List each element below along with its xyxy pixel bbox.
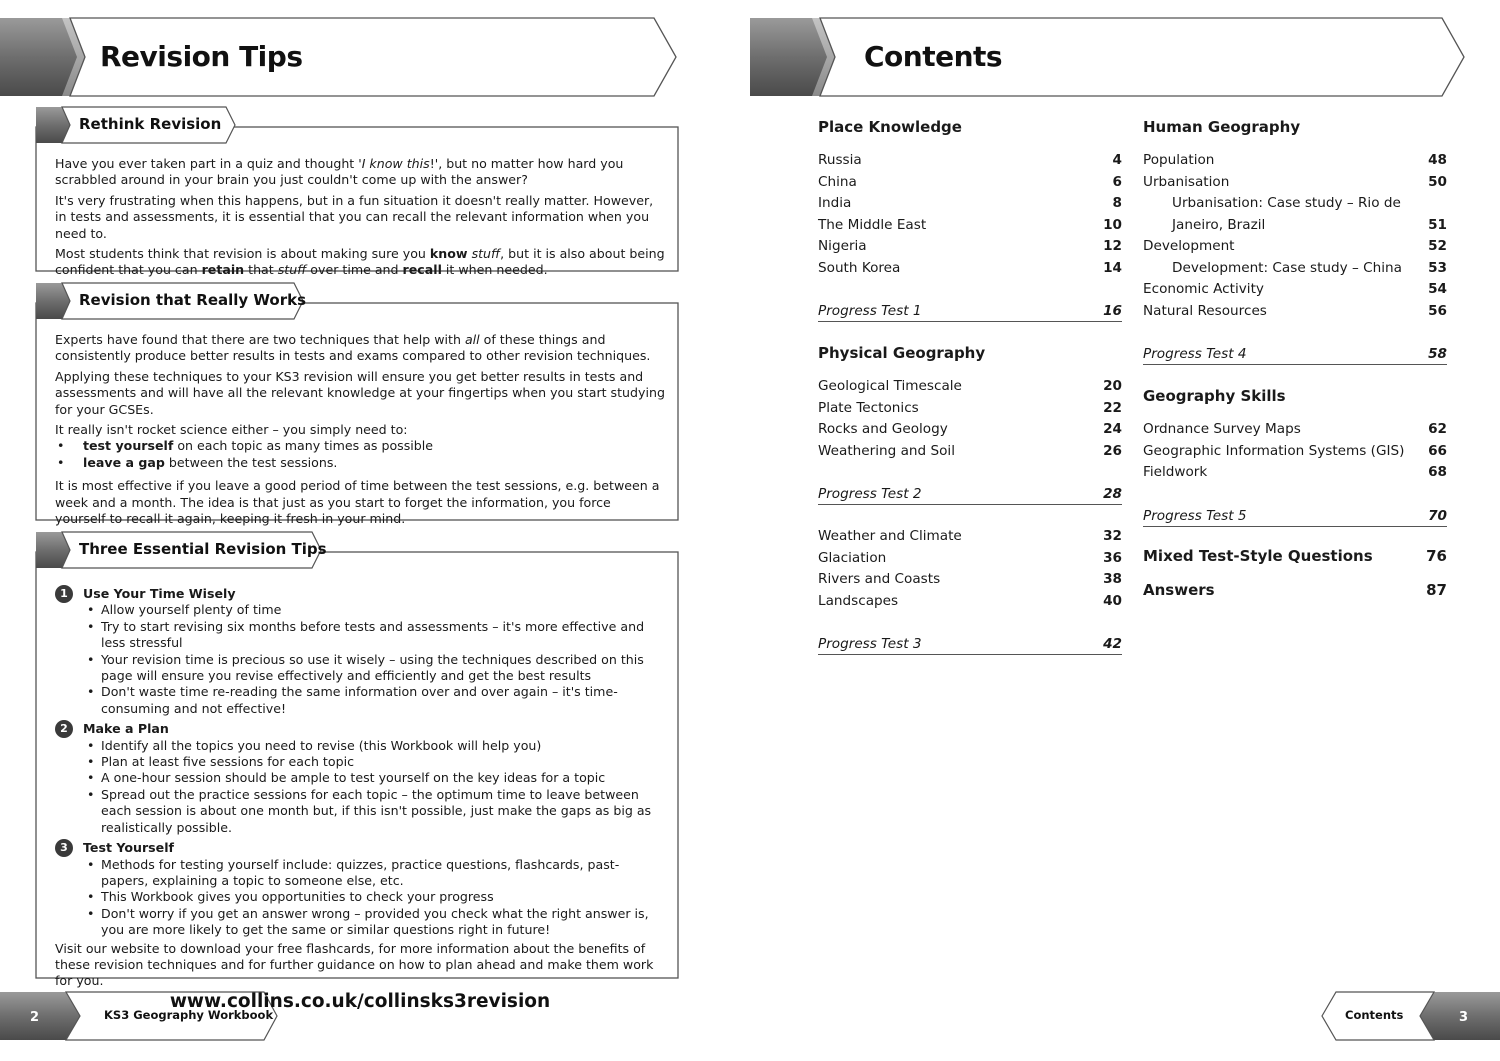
toc-entry[interactable]: Russia 4 bbox=[818, 152, 1122, 168]
toc-progress-test[interactable]: Progress Test 3 42 bbox=[818, 634, 1122, 655]
section-body-revision-that-works bbox=[55, 332, 665, 531]
list-item: • Don't waste time re-reading the same information over and over again – it's time-consuming and not effective! bbox=[83, 684, 665, 717]
toc-heading: Human Geography bbox=[1143, 118, 1301, 136]
list-item: • Methods for testing yourself include: quizzes, practice questions, flashcards, past-papers, explaining a topic to someone else, etc. bbox=[83, 857, 665, 890]
list-item: • Try to start revising six months before tests and assessments – it's more effective and less stressful bbox=[83, 619, 665, 652]
toc-entry[interactable]: India 8 bbox=[818, 195, 1122, 211]
toc-entry[interactable]: Janeiro, Brazil 51 bbox=[1172, 216, 1447, 233]
list-item: • test yourself on each topic as many times as possible bbox=[55, 438, 665, 454]
tip-list bbox=[55, 738, 665, 836]
number-badge-icon: 2 bbox=[55, 720, 73, 738]
toc-entry[interactable]: Population 48 bbox=[1143, 152, 1447, 168]
page-title-revision-tips: Revision Tips bbox=[100, 40, 303, 73]
list-item: • A one-hour session should be ample to test yourself on the key ideas for a topic bbox=[83, 770, 665, 786]
paragraph: Visit our website to download your free flashcards, for more information about the benefits of these revision techniques and for further guidance on how to plan ahead and make them work for you. bbox=[55, 940, 654, 989]
toc-entry[interactable]: Geographic Information Systems (GIS) 66 bbox=[1143, 442, 1447, 459]
tip-heading: 3 Test Yourself bbox=[55, 840, 665, 856]
list-item: • Your revision time is precious so use it wisely – using the techniques described on this page will ensure you revise effectively and efficiently and get the best results bbox=[83, 652, 665, 685]
toc-entry[interactable]: South Korea 14 bbox=[818, 259, 1122, 276]
number-badge-icon: 3 bbox=[55, 839, 73, 857]
contents-column-left bbox=[818, 116, 1122, 655]
toc-progress-test[interactable]: Progress Test 1 16 bbox=[818, 301, 1122, 322]
list-item: • Don't worry if you get an answer wrong – provided you check what the right answer is, you are more likely to get the same or similar questions right in future! bbox=[83, 906, 665, 939]
toc-entry-mixed-questions[interactable]: Mixed Test-Style Questions 76 bbox=[1143, 546, 1447, 565]
toc-entry[interactable]: China 6 bbox=[818, 173, 1122, 190]
page-number: 3 bbox=[1459, 1010, 1469, 1025]
section-body-rethink-revision bbox=[55, 156, 665, 283]
toc-heading: Physical Geography bbox=[818, 344, 986, 362]
paragraph: Have you ever taken part in a quiz and thought 'I know this!', but no matter how hard you scrabbled around in your brain you just couldn't come up with the answer? bbox=[55, 156, 624, 188]
list-item: • Identify all the topics you need to revise (this Workbook will help you) bbox=[83, 738, 665, 754]
toc-entry[interactable]: Urbanisation: Case study – Rio de bbox=[1172, 195, 1401, 211]
toc-entry[interactable]: Development 52 bbox=[1143, 238, 1447, 254]
website-link[interactable]: www.collins.co.uk/collinsks3revision bbox=[169, 990, 551, 1012]
toc-entry[interactable]: Natural Resources 56 bbox=[1143, 302, 1447, 319]
toc-entry[interactable]: Ordnance Survey Maps 62 bbox=[1143, 421, 1447, 437]
tip-heading: 2 Make a Plan bbox=[55, 721, 665, 737]
tip-list bbox=[55, 602, 665, 717]
toc-entry[interactable]: Economic Activity 54 bbox=[1143, 281, 1447, 297]
toc-entry[interactable]: Weather and Climate 32 bbox=[818, 528, 1122, 544]
toc-entry[interactable]: Nigeria 12 bbox=[818, 238, 1122, 254]
paragraph: It is most effective if you leave a good period of time between the test sessions, e.g. between a week and a month. The idea is that just as you start to forget the information, you force yourself to recall it again, keeping it fresh in your mind. bbox=[55, 478, 660, 527]
paragraph: It's very frustrating when this happens, but in a fun situation it doesn't really matter. However, in tests and assessments, it is essential that you can recall the relevant information when you need to. bbox=[55, 192, 654, 241]
list-item: • Plan at least five sessions for each topic bbox=[83, 754, 665, 770]
right-title-banner bbox=[750, 18, 1464, 96]
technique-list bbox=[55, 438, 665, 471]
toc-heading: Place Knowledge bbox=[818, 118, 962, 136]
tip-heading: 1 Use Your Time Wisely bbox=[55, 586, 665, 602]
toc-entry[interactable]: Urbanisation 50 bbox=[1143, 173, 1447, 190]
toc-progress-test[interactable]: Progress Test 2 28 bbox=[818, 484, 1122, 505]
toc-entry[interactable]: Landscapes 40 bbox=[818, 592, 1122, 609]
list-item: • leave a gap between the test sessions. bbox=[55, 455, 665, 471]
tip-list bbox=[55, 857, 665, 939]
toc-entry[interactable]: Glaciation 36 bbox=[818, 549, 1122, 566]
paragraph: Applying these techniques to your KS3 revision will ensure you get better results in tests and assessments and will have all the relevant knowledge at your fingertips when you start studying for your GCSEs. bbox=[55, 368, 665, 417]
page-title-contents: Contents bbox=[864, 40, 1003, 73]
toc-entry[interactable]: Plate Tectonics 22 bbox=[818, 399, 1122, 416]
list-item: • This Workbook gives you opportunities to check your progress bbox=[83, 889, 665, 905]
toc-heading: Geography Skills bbox=[1143, 387, 1286, 405]
section-body-three-tips bbox=[55, 582, 665, 1010]
paragraph: Experts have found that there are two techniques that help with all of these things and consistently produce better results in tests and exams compared to other revision techniques. bbox=[55, 332, 651, 364]
toc-entry[interactable]: Fieldwork 68 bbox=[1143, 464, 1447, 480]
footer-label: Contents bbox=[1345, 1008, 1404, 1022]
paragraph: It really isn't rocket science either – you simply need to: bbox=[55, 422, 408, 438]
footer-label: KS3 Geography Workbook bbox=[104, 1008, 274, 1022]
list-item: • Spread out the practice sessions for each topic – the optimum time to leave between each session is about one month but, if this isn't possible, just make the gaps as big as realistically possible. bbox=[83, 787, 665, 836]
contents-column-right bbox=[1143, 116, 1447, 599]
toc-entry[interactable]: Rivers and Coasts 38 bbox=[818, 571, 1122, 587]
toc-progress-test[interactable]: Progress Test 4 58 bbox=[1143, 344, 1447, 365]
toc-progress-test[interactable]: Progress Test 5 70 bbox=[1143, 506, 1447, 527]
toc-entry[interactable]: Rocks and Geology 24 bbox=[818, 421, 1122, 437]
toc-entry[interactable]: The Middle East 10 bbox=[818, 216, 1122, 233]
section-heading-rethink-revision: Rethink Revision bbox=[79, 115, 222, 133]
toc-entry[interactable]: Development: Case study – China 53 bbox=[1172, 259, 1447, 276]
paragraph: Most students think that revision is about making sure you know stuff, but it is also about being confident that you can retain that stuff over time and recall it when needed. bbox=[55, 246, 665, 278]
section-heading-revision-that-works: Revision that Really Works bbox=[79, 291, 307, 309]
section-heading-three-tips: Three Essential Revision Tips bbox=[79, 540, 327, 558]
toc-entry[interactable]: Weathering and Soil 26 bbox=[818, 442, 1122, 459]
toc-entry[interactable]: Geological Timescale 20 bbox=[818, 378, 1122, 394]
number-badge-icon: 1 bbox=[55, 585, 73, 603]
page-number: 2 bbox=[30, 1010, 40, 1025]
list-item: • Allow yourself plenty of time bbox=[83, 602, 665, 618]
toc-entry-answers[interactable]: Answers 87 bbox=[1143, 580, 1447, 599]
